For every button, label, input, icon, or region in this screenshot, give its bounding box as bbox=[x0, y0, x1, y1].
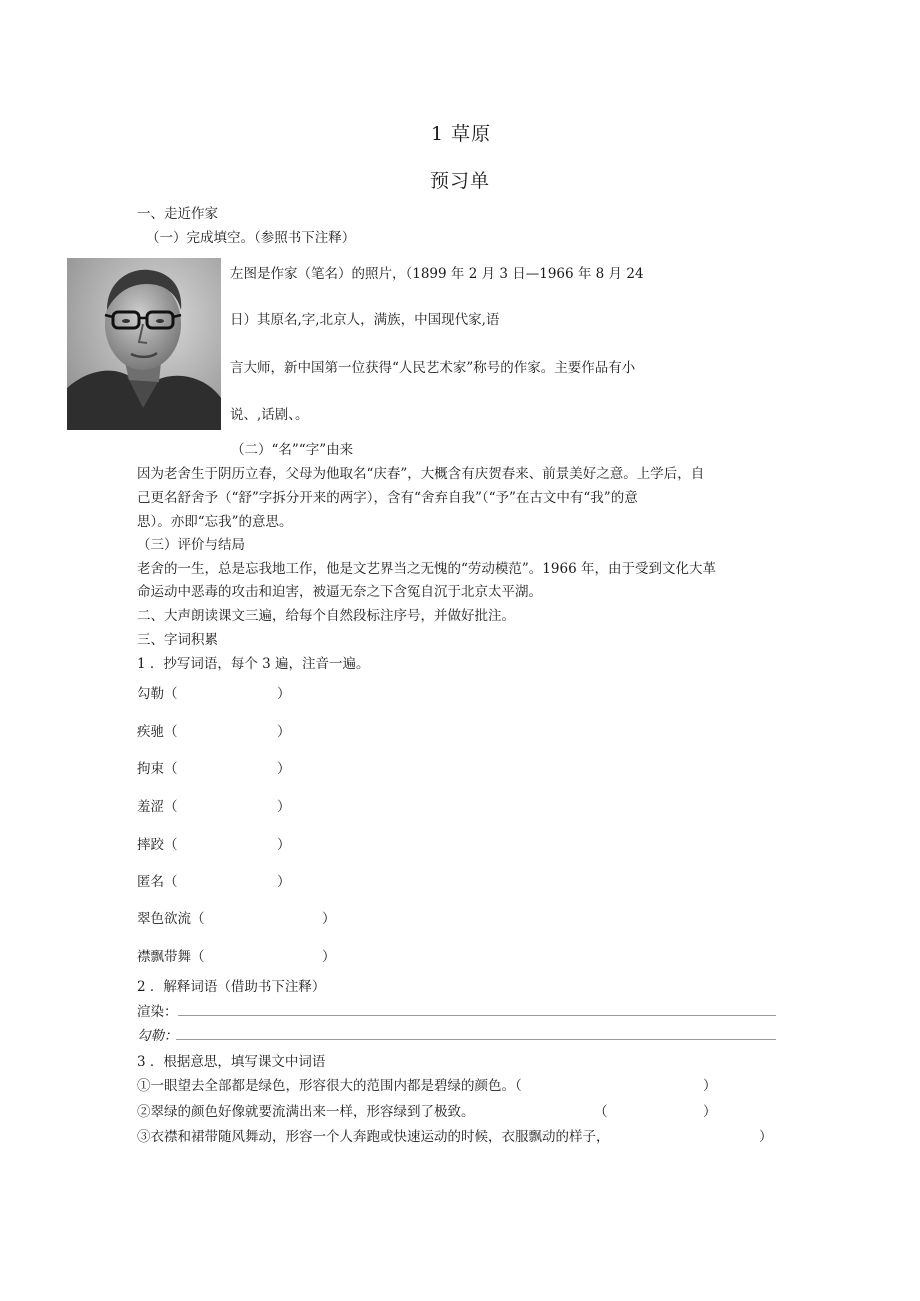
author-photo bbox=[67, 258, 221, 430]
word-close-paren: ） bbox=[277, 874, 291, 890]
page-subtitle: 预习单 bbox=[430, 170, 491, 192]
author-portrait-image bbox=[67, 258, 221, 430]
name-line-3: 思）。亦即“忘我”的意思。 bbox=[137, 514, 293, 530]
word-close-paren: ） bbox=[277, 686, 291, 702]
bio-line-1: 左图是作家（笔名）的照片，（1899 年 2 月 3 日—1966 年 8 月 24 bbox=[230, 266, 644, 282]
meaning-close-paren: ） bbox=[703, 1078, 717, 1094]
word-close-paren: ） bbox=[277, 837, 291, 853]
name-line-1: 因为老舍生于阴历立春，父母为他取名“庆春”，大概含有庆贺春来、前景美好之意。上学后，自 bbox=[137, 466, 705, 482]
word-close-paren: ） bbox=[277, 799, 291, 815]
word-close-paren: ） bbox=[277, 724, 291, 740]
bio-line-4: 说、,话剧、。 bbox=[230, 407, 309, 423]
eval-line-2: 命运动中恶毒的攻击和迫害，被逼无奈之下含冤自沉于北京太平湖。 bbox=[137, 584, 542, 600]
section1-sub3: （三）评价与结局 bbox=[137, 537, 245, 553]
section1-sub2: （二）“名”“字”由来 bbox=[231, 442, 354, 458]
meaning-close-paren: ） bbox=[703, 1104, 717, 1120]
word-item: 匿名（ bbox=[137, 874, 178, 890]
meaning-open-paren: （ bbox=[594, 1104, 608, 1120]
word-item: 勾勒（ bbox=[137, 686, 178, 702]
question-1: 1 ．抄写词语，每个 3 遍，注音一遍。 bbox=[137, 656, 370, 672]
meaning-close-paren: ） bbox=[759, 1129, 773, 1145]
word-item: 疾驰（ bbox=[137, 724, 178, 740]
word-item: 翠色欲流（ bbox=[137, 911, 205, 927]
word-close-paren: ） bbox=[322, 911, 336, 927]
explain-answer-line[interactable] bbox=[176, 1039, 776, 1040]
word-item: 襟飘带舞（ bbox=[137, 949, 205, 965]
word-item: 摔跤（ bbox=[137, 837, 178, 853]
section1-heading: 一、走近作家 bbox=[137, 206, 218, 222]
section1-sub1: （一）完成填空。（参照书下注释） bbox=[146, 230, 356, 246]
explain-label-gouler: 勾勒： bbox=[137, 1028, 178, 1044]
bio-line-3: 言大师，新中国第一位获得“人民艺术家”称号的作家。主要作品有小 bbox=[230, 360, 636, 376]
page-title: 1 草原 bbox=[431, 123, 492, 145]
word-close-paren: ） bbox=[277, 761, 291, 777]
word-item: 羞涩（ bbox=[137, 799, 178, 815]
word-close-paren: ） bbox=[322, 949, 336, 965]
section2-heading: 二、大声朗读课文三遍，给每个自然段标注序号，并做好批注。 bbox=[137, 608, 515, 624]
section3-heading: 三、字词积累 bbox=[137, 632, 218, 648]
explain-answer-line[interactable] bbox=[178, 1015, 776, 1016]
question-2: 2 ．解释词语（借助书下注释） bbox=[137, 979, 326, 995]
bio-line-2: 日）其原名,字,北京人，满族，中国现代家,语 bbox=[230, 312, 500, 328]
name-line-2: 己更名舒舍予（“舒”字拆分开来的两字），含有“舍弃自我”（“予”在古文中有“我”的意 bbox=[137, 490, 638, 506]
meaning-item-2: ②翠绿的颜色好像就要流满出来一样，形容绿到了极致。 bbox=[137, 1104, 475, 1120]
meaning-item-1: ①一眼望去全部都是绿色，形容很大的范围内都是碧绿的颜色。（ bbox=[137, 1078, 522, 1094]
eval-line-1: 老舍的一生，总是忘我地工作，他是文艺界当之无愧的“劳动模范”。1966 年，由于受到文化大革 bbox=[137, 561, 716, 577]
explain-label-xuanran: 渲染： bbox=[137, 1004, 178, 1020]
question-3: 3 ．根据意思，填写课文中词语 bbox=[137, 1054, 326, 1070]
word-item: 拘束（ bbox=[137, 761, 178, 777]
meaning-item-3: ③衣襟和裙带随风舞动，形容一个人奔跑或快速运动的时候，衣服飘动的样子， bbox=[137, 1129, 610, 1145]
